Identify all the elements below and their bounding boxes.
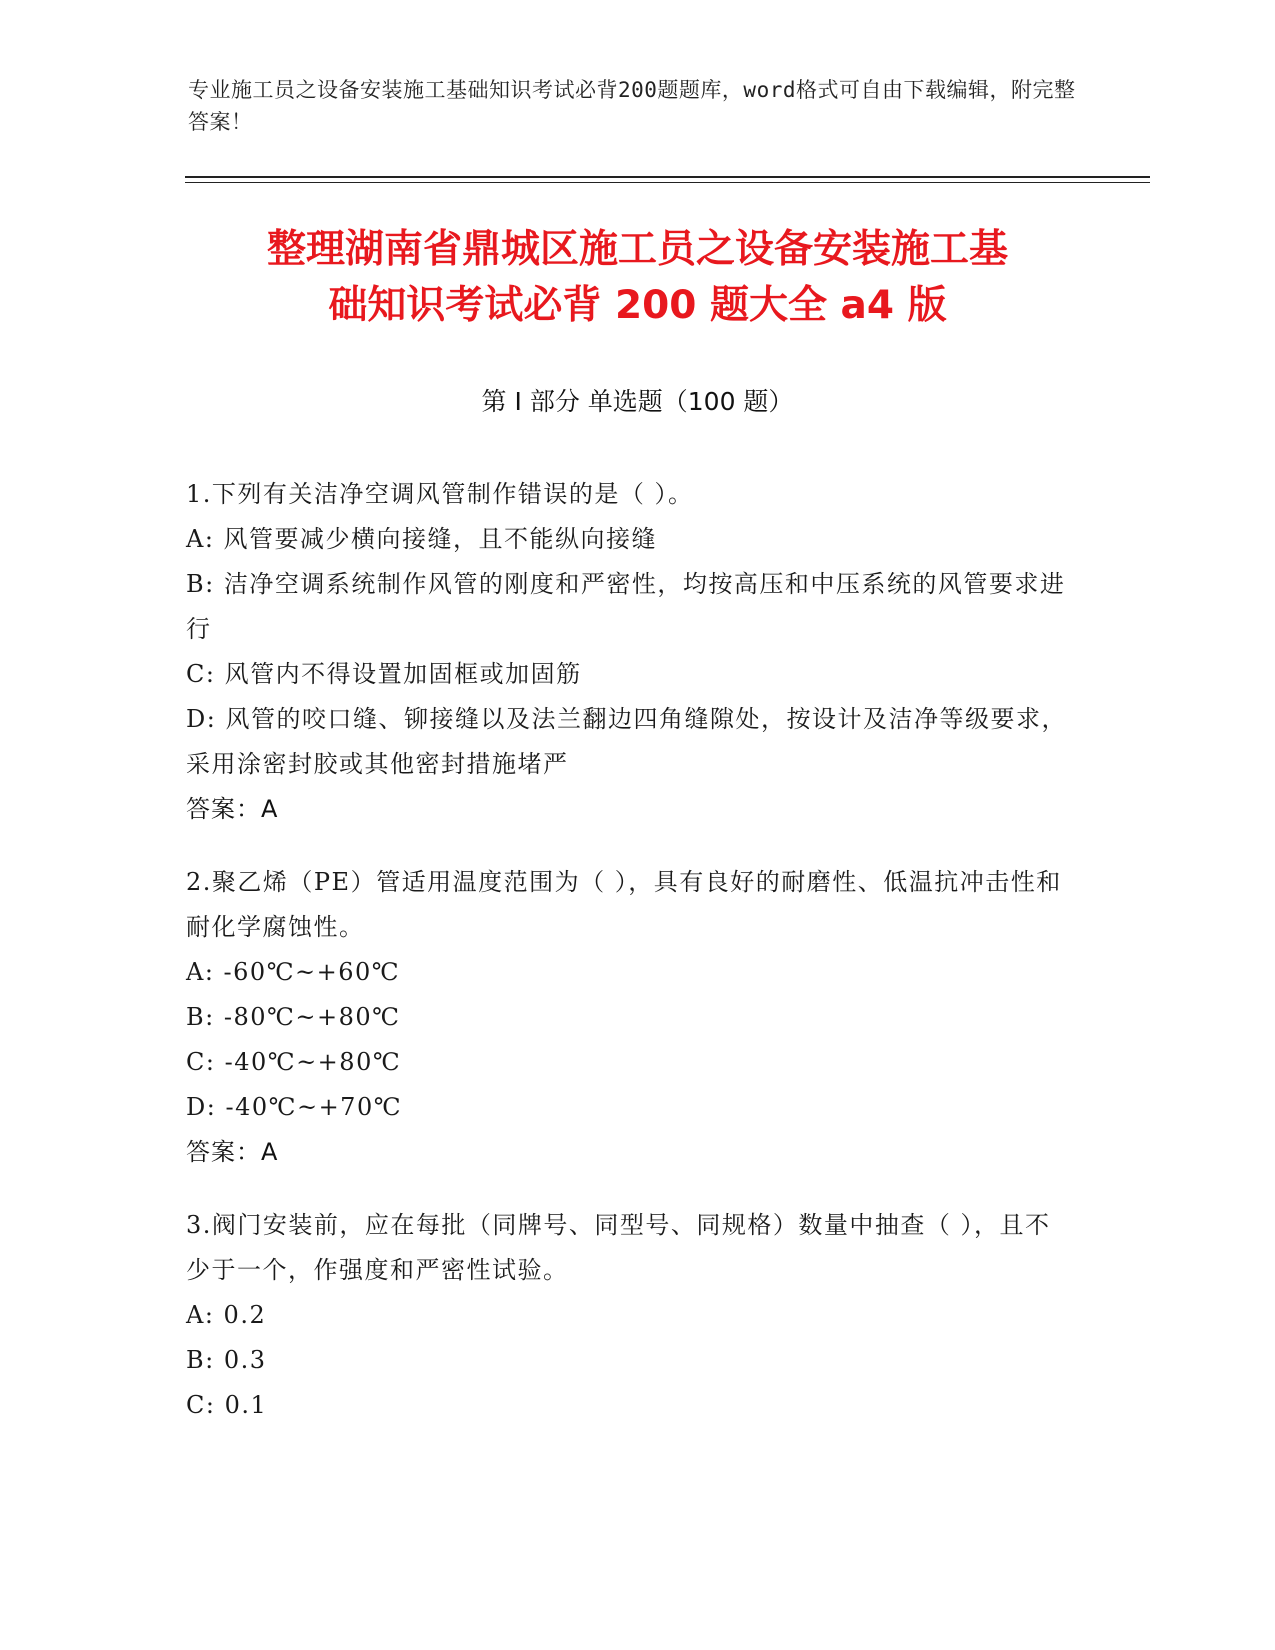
document-title — [150, 222, 1125, 334]
option-a: A: -60℃~+60℃ — [186, 958, 401, 986]
header-divider-thin — [185, 182, 1150, 183]
question-3 — [186, 1203, 1071, 1428]
option-c: C: 0.1 — [186, 1391, 268, 1419]
option-a: A: 0.2 — [186, 1301, 267, 1329]
document-title-line-2: 础知识考试必背 200 题大全 a4 版 — [328, 283, 947, 328]
option-c: C: 风管内不得设置加固框或加固筋 — [186, 660, 582, 688]
header-note: 专业施工员之设备安装施工基础知识考试必背200题题库，word格式可自由下载编辑，附完整答案！ — [188, 78, 1076, 134]
option-b: B: 洁净空调系统制作风管的刚度和严密性，均按高压和中压系统的风管要求进行 — [186, 570, 1066, 643]
option-c: C: -40℃~+80℃ — [186, 1048, 402, 1076]
question-stem: 3.阀门安装前，应在每批（同牌号、同型号、同规格）数量中抽查（ ），且不少于一个，作强度和严密性试验。 — [186, 1211, 1051, 1284]
option-b: B: 0.3 — [186, 1346, 267, 1374]
section-title: 第 I 部分 单选题（100 题） — [481, 387, 794, 416]
question-1 — [186, 472, 1071, 832]
option-a: A: 风管要减少横向接缝，且不能纵向接缝 — [186, 525, 658, 553]
document-title-line-1: 整理湖南省鼎城区施工员之设备安装施工基 — [266, 227, 1008, 272]
question-stem: 2.聚乙烯（PE）管适用温度范围为（ ），具有良好的耐磨性、低温抗冲击性和耐化学腐蚀性。 — [186, 868, 1062, 941]
option-d: D: -40℃~+70℃ — [186, 1093, 403, 1121]
option-d: D: 风管的咬口缝、铆接缝以及法兰翻边四角缝隙处，按设计及洁净等级要求，采用涂密封胶或其他密封措施堵严 — [186, 705, 1067, 778]
question-stem: 1.下列有关洁净空调风管制作错误的是（ ）。 — [186, 480, 694, 508]
header-divider-thick — [185, 176, 1150, 178]
answer: 答案：A — [186, 795, 279, 823]
option-b: B: -80℃~+80℃ — [186, 1003, 401, 1031]
question-2 — [186, 860, 1071, 1175]
question-list — [186, 472, 1071, 1428]
answer: 答案：A — [186, 1138, 279, 1166]
